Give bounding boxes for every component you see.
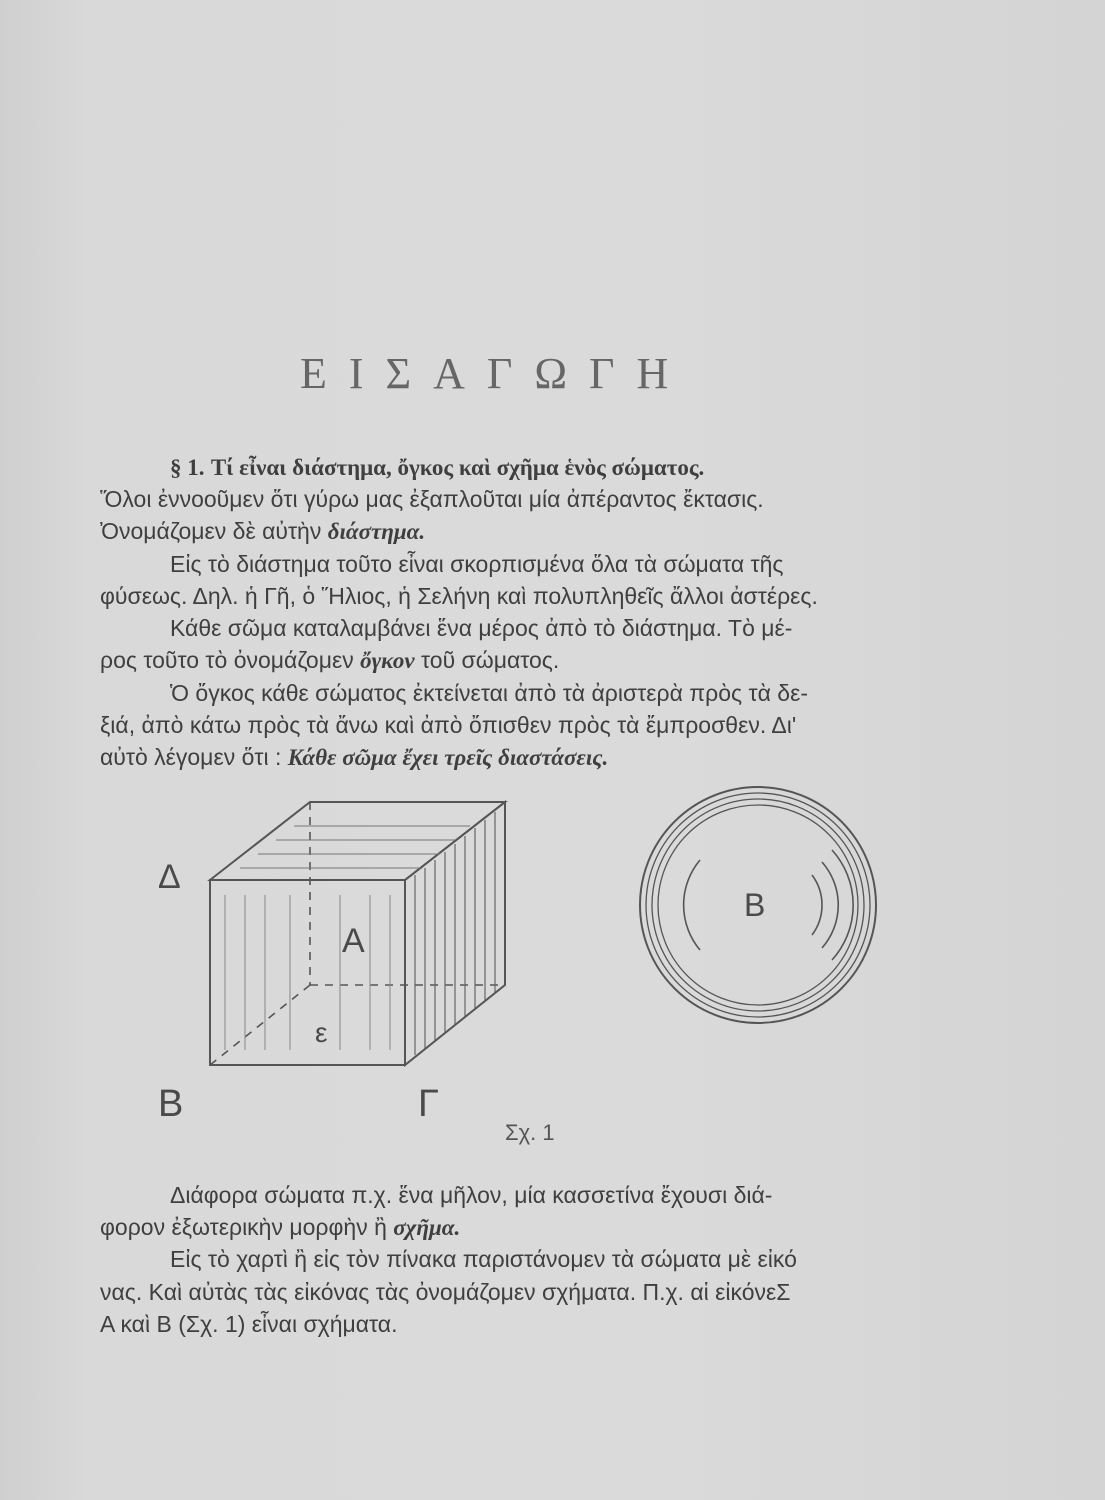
- paragraph-line: [100, 742, 960, 773]
- paragraph-text: αὐτὸ λέγομεν ὅτι :: [100, 744, 282, 770]
- paragraph-line: ξιά, ἀπὸ κάτω πρὸς τὰ ἄνω καὶ ἀπὸ ὄπισθεν πρὸς τὰ ἔμπροσθεν. Δι': [100, 712, 797, 738]
- cube-label-delta: Δ: [158, 858, 181, 896]
- paragraph-line: νας. Καὶ αὐτὰς τὰς εἰκόνας τὰς ὀνομάζομεν σχήματα. Π.χ. αἱ εἰκόνεΣ: [100, 1279, 791, 1305]
- paragraph-line: Διάφορα σώματα π.χ. ἕνα μῆλον, μία κασσετίνα ἔχουσι διά-: [170, 1182, 773, 1208]
- paragraph-line: φύσεως. Δηλ. ἡ Γῆ, ὁ Ἥλιος, ἡ Σελήνη καὶ πολυπληθεῖς ἄλλοι ἀστέρες.: [100, 583, 818, 609]
- emphasized-rule: Κάθε σῶμα ἔχει τρεῖς διαστάσεις.: [287, 745, 609, 770]
- paragraph-text: ρος τοῦτο τὸ ὀνομάζομεν: [100, 647, 354, 673]
- section-title: Τί εἶναι διάστημα, ὄγκος καὶ σχῆμα ἑνὸς σώματος.: [210, 455, 705, 480]
- cube-label-beta: Β: [158, 1083, 184, 1120]
- emphasized-term: σχῆμα.: [393, 1215, 461, 1240]
- paragraph-line: Κάθε σῶμα καταλαμβάνει ἕνα μέρος ἀπὸ τὸ διάστημα. Τὸ μέ-: [170, 615, 793, 641]
- emphasized-term: ὄγκον: [360, 648, 415, 673]
- paragraph-line: [100, 645, 960, 676]
- disc-label-beta: Β: [744, 887, 766, 923]
- paragraph-line: Ὁ ὄγκος κάθε σώματος ἐκτείνεται ἀπὸ τὰ ἀριστερὰ πρὸς τὰ δε-: [170, 680, 808, 706]
- paragraph-line: Εἰς τὸ χαρτὶ ἢ εἰς τὸν πίνακα παριστάνομεν τὰ σώματα μὲ εἰκό: [170, 1246, 797, 1272]
- section-heading: [100, 452, 1030, 483]
- paragraph-line: Α καὶ Β (Σχ. 1) εἶναι σχήματα.: [100, 1311, 398, 1337]
- paragraph-text: φορον ἐξωτερικὴν μορφὴν ἢ: [100, 1214, 387, 1240]
- emphasized-term: διάστημα.: [327, 519, 426, 544]
- figure-1: [0, 780, 1105, 1120]
- paragraph-line: [100, 1212, 960, 1243]
- paragraph-line: Ὅλοι ἐννοοῦμεν ὅτι γύρω μας ἐξαπλοῦται μία ἀπέραντος ἔκτασις.: [100, 486, 764, 512]
- paragraph-text: Ὀνομάζομεν δὲ αὐτὴν: [100, 518, 322, 544]
- section-number: § 1.: [170, 455, 205, 480]
- paragraph-line: [100, 516, 960, 547]
- figure-caption: Σχ. 1: [505, 1120, 555, 1145]
- paragraph-line: Εἰς τὸ διάστημα τοῦτο εἶναι σκορπισμένα ὅλα τὰ σώματα τῆς: [170, 551, 784, 577]
- cube-label-epsilon: ε: [315, 1017, 328, 1048]
- cube-label-gamma: Γ: [418, 1083, 439, 1120]
- cube-label-alpha: Α: [342, 922, 365, 960]
- page-title: ΕΙΣΑΓΩΓΗ: [300, 349, 691, 398]
- paragraph-text: τοῦ σώματος.: [421, 647, 560, 673]
